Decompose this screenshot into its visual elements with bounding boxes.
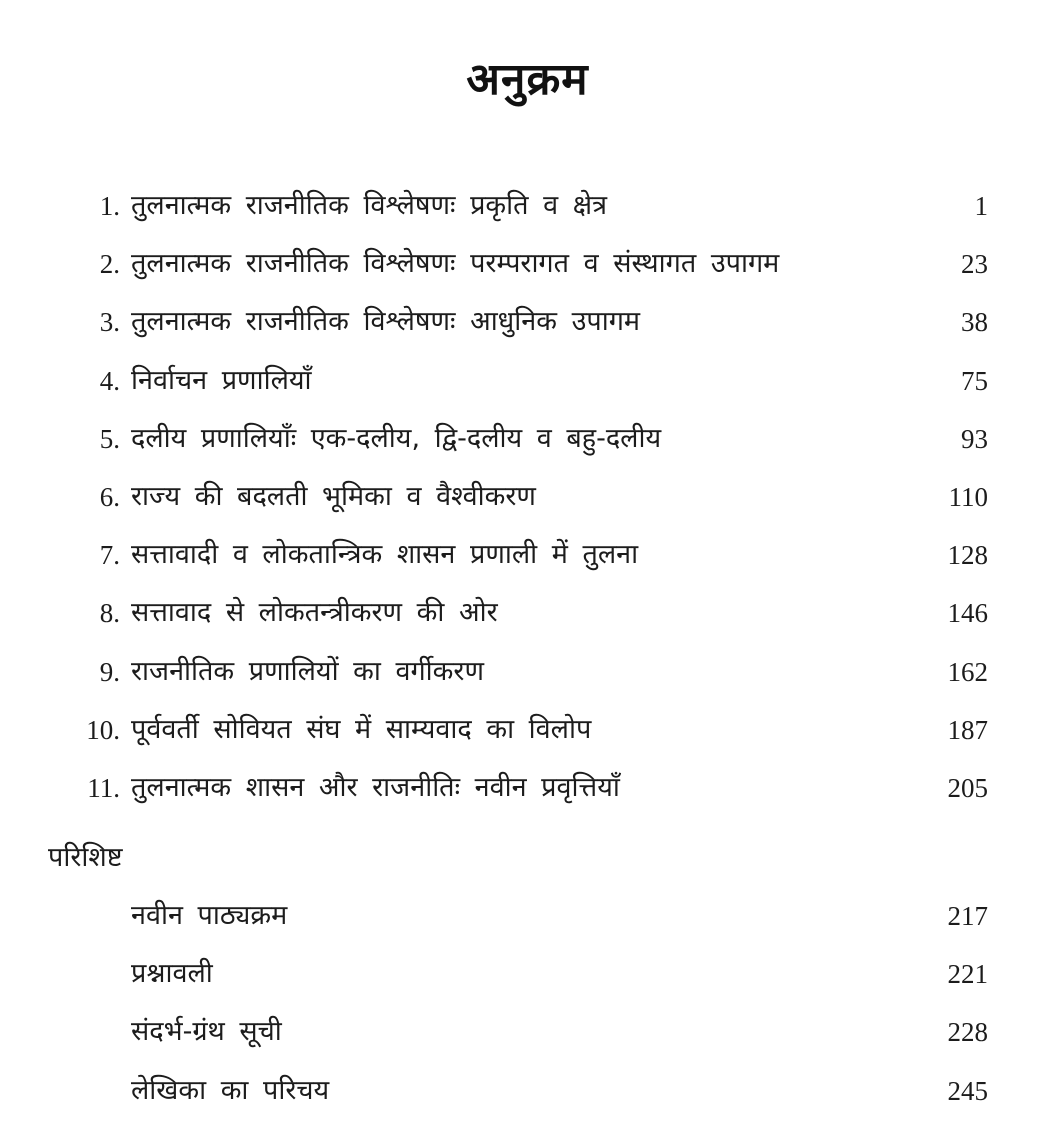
chapter-number: 11. [87, 772, 120, 803]
appendix-entry-author[interactable] [0, 1071, 1055, 1129]
appendix-title: नवीन पाठ्यक्रम [131, 900, 288, 931]
chapter-title: सत्तावादी व लोकतान्त्रिक शासन प्रणाली में तुलना [131, 539, 639, 571]
chapter-number: 1. [99, 191, 120, 221]
chapter-title: तुलनात्मक राजनीतिक विश्लेषणः आधुनिक उपागम [131, 306, 641, 338]
chapter-title: निर्वाचन प्रणालियाँ [131, 364, 312, 396]
page-number: 23 [961, 249, 988, 280]
appendix-title: संदर्भ-ग्रंथ सूची [131, 1016, 282, 1048]
appendix-heading: परिशिष्ट [48, 842, 123, 873]
toc-entry-3[interactable] [0, 302, 1055, 360]
page-number: 75 [961, 365, 988, 396]
chapter-number: 7. [99, 540, 120, 571]
toc-entry-6[interactable] [0, 477, 1055, 535]
chapter-title: राज्य की बदलती भूमिका व वैश्वीकरण [131, 480, 536, 512]
chapter-number: 5. [99, 423, 120, 454]
page-number: 217 [947, 901, 988, 931]
chapter-title: तुलनात्मक शासन और राजनीतिः नवीन प्रवृत्तियाँ [131, 771, 620, 803]
toc-entry-5[interactable] [0, 419, 1055, 477]
appendix-title: लेखिका का परिचय [131, 1074, 330, 1106]
page-number: 128 [947, 540, 988, 571]
page-number: 187 [947, 714, 988, 745]
table-of-contents [0, 186, 1055, 826]
appendix-entry-syllabus[interactable] [0, 896, 1055, 954]
chapter-title: तुलनात्मक राजनीतिक विश्लेषणः प्रकृति व क्षेत्र [131, 190, 607, 221]
toc-entry-2[interactable] [0, 244, 1055, 302]
toc-entry-7[interactable] [0, 535, 1055, 593]
page-number: 245 [947, 1075, 988, 1106]
chapter-title: तुलनात्मक राजनीतिक विश्लेषणः परम्परागत व संस्थागत उपागम [131, 248, 780, 280]
page-title: अनुक्रम [466, 54, 589, 106]
toc-entry-4[interactable] [0, 361, 1055, 419]
chapter-number: 4. [99, 365, 120, 396]
page-number: 93 [961, 423, 988, 454]
page-number: 146 [947, 598, 988, 629]
toc-entry-1[interactable] [0, 186, 1055, 244]
chapter-number: 10. [86, 714, 120, 745]
toc-entry-11[interactable] [0, 768, 1055, 826]
page-number: 110 [948, 481, 988, 512]
appendix-entry-questions[interactable] [0, 954, 1055, 1012]
chapter-title: राजनीतिक प्रणालियों का वर्गीकरण [131, 655, 484, 687]
appendix-title: प्रश्नावली [131, 958, 213, 990]
chapter-number: 8. [99, 598, 120, 629]
chapter-title: दलीय प्रणालियाँः एक-दलीय, द्वि-दलीय व बहु-दलीय [131, 422, 662, 454]
toc-entry-10[interactable] [0, 710, 1055, 768]
chapter-number: 3. [99, 307, 120, 338]
page-number: 228 [947, 1017, 988, 1048]
page-number: 221 [947, 959, 988, 990]
toc-entry-9[interactable] [0, 652, 1055, 710]
appendix-entry-bibliography[interactable] [0, 1012, 1055, 1070]
chapter-number: 6. [99, 481, 120, 512]
page-number: 162 [947, 656, 988, 687]
chapter-title: पूर्ववर्ती सोवियत संघ में साम्यवाद का विलोप [131, 713, 592, 745]
page-number: 205 [947, 772, 988, 803]
page-number: 38 [961, 307, 988, 338]
chapter-title: सत्तावाद से लोकतन्त्रीकरण की ओर [131, 597, 498, 629]
chapter-number: 2. [99, 249, 120, 280]
toc-entry-8[interactable] [0, 593, 1055, 651]
page-number: 1 [974, 191, 988, 221]
chapter-number: 9. [99, 656, 120, 687]
appendix-list [0, 896, 1055, 1129]
